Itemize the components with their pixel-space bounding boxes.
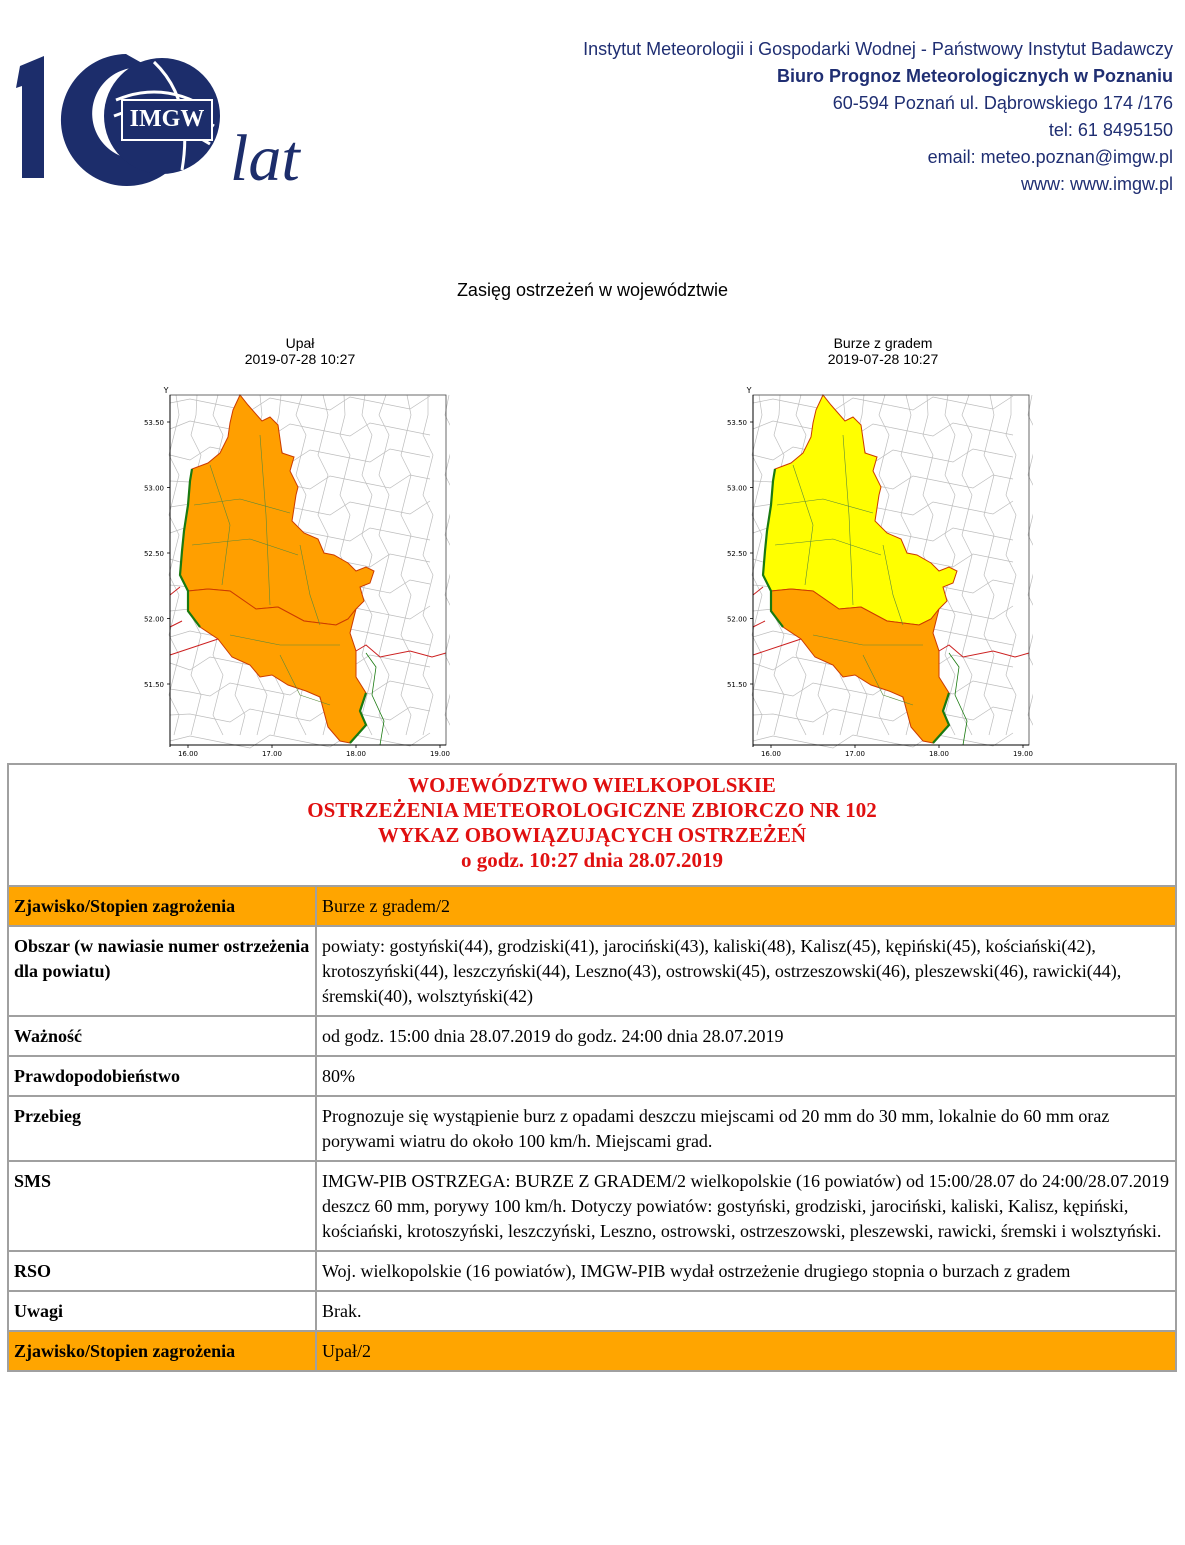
y-tick-label: 52.00 (726, 615, 747, 624)
heading-line: o godz. 10:27 dnia 28.07.2019 (461, 848, 723, 872)
map-plot (727, 386, 1033, 758)
x-tick-label: 18.00 (928, 750, 950, 758)
row-value: 80% (316, 1056, 1176, 1096)
heading-line: OSTRZEŻENIA METEOROLOGICZNE ZBIORCZO NR 102 (307, 798, 877, 822)
x-tick-label: 17.00 (261, 750, 283, 758)
y-tick-label: 53.00 (726, 484, 747, 493)
table-row (8, 1096, 1176, 1161)
website[interactable]: www: www.imgw.pl (1020, 174, 1173, 194)
y-tick-label: 53.50 (726, 419, 747, 427)
y-axis-label: Y (163, 386, 169, 395)
x-tick-label: 19.00 (1012, 750, 1033, 758)
heading-line: WOJEWÓDZTWO WIELKOPOLSKIE (408, 773, 776, 797)
table-row (8, 886, 1176, 926)
row-value: Prognozuje się wystąpienie burz z opadami deszczu miejscami od 20 mm do 30 mm, lokalnie do 60 mm oraz porywami wiatru do około 100 km/h. Miejscami grad. (316, 1096, 1176, 1161)
row-label: Zjawisko/Stopien zagrożenia (8, 1331, 316, 1371)
map-upal (90, 335, 510, 758)
y-tick-label: 51.50 (726, 681, 747, 689)
map-title: Burze z gradem (833, 335, 933, 351)
row-label: Uwagi (8, 1291, 316, 1331)
row-value: Upał/2 (316, 1331, 1176, 1371)
x-tick-label: 17.00 (844, 750, 866, 758)
map-datetime: 2019-07-28 10:27 (244, 351, 356, 367)
phone: tel: 61 8495150 (1048, 120, 1173, 140)
email[interactable]: email: meteo.poznan@imgw.pl (927, 147, 1173, 167)
row-label: Przebieg (8, 1096, 316, 1161)
svg-text:lat: lat (230, 122, 300, 190)
y-tick-label: 51.50 (143, 681, 164, 689)
row-label: SMS (8, 1161, 316, 1251)
x-tick-label: 16.00 (760, 750, 782, 758)
row-label: Zjawisko/Stopien zagrożenia (8, 886, 316, 926)
y-tick-label: 52.00 (143, 615, 164, 624)
heading-line: WYKAZ OBOWIĄZUJĄCYCH OSTRZEŻEŃ (377, 823, 807, 847)
table-row (8, 1331, 1176, 1371)
office-name: Biuro Prognoz Meteorologicznych w Poznaniu (776, 66, 1173, 86)
row-value: powiaty: gostyński(44), grodziski(41), jarociński(43), kaliski(48), Kalisz(45), kępiński(45), kościański(42), krotoszyński(44), leszczyński(44), Leszno(43), ostrowski(45), ostrzeszowski(46), pleszewski(46), rawicki(44), śremski(40), wolsztyński(42) (316, 926, 1176, 1016)
row-value: Burze z gradem/2 (316, 886, 1176, 926)
row-value: IMGW-PIB OSTRZEGA: BURZE Z GRADEM/2 wielkopolskie (16 powiatów) od 15:00/28.07 do 24:00/28.07.2019 deszcz 60 mm, porywy 100 km/h. Dotyczy powiatów: gostyński, grodziski, jarociński, kaliski, Kalisz, kępiński, kościański, krotoszyński, leszczyński, Leszno, ostrowski, ostrzeszowski, pleszewski, rawicki, śremski i wolsztyński. (316, 1161, 1176, 1251)
table-heading (8, 764, 1176, 886)
row-value: Brak. (316, 1291, 1176, 1331)
y-tick-label: 53.00 (143, 484, 164, 493)
row-label: Obszar (w nawiasie numer ostrzeżenia dla powiatu) (8, 926, 316, 1016)
table-row (8, 1016, 1176, 1056)
map-datetime: 2019-07-28 10:27 (827, 351, 939, 367)
imgw-100-lat-logo (14, 40, 344, 190)
x-tick-label: 16.00 (177, 750, 199, 758)
y-axis-label: Y (746, 386, 752, 395)
y-tick-label: 52.50 (726, 550, 747, 558)
y-tick-label: 53.50 (143, 419, 164, 427)
table-row (8, 1291, 1176, 1331)
svg-text:IMGW: IMGW (129, 106, 205, 132)
row-label: Prawdopodobieństwo (8, 1056, 316, 1096)
address: 60-594 Poznań ul. Dąbrowskiego 174 /176 (832, 93, 1173, 113)
table-row (8, 1161, 1176, 1251)
org-name: Instytut Meteorologii i Gospodarki Wodnej - Państwowy Instytut Badawczy (583, 39, 1173, 59)
logo-digit-one (16, 56, 44, 178)
table-row (8, 926, 1176, 1016)
map-title: Upał (285, 335, 315, 351)
y-tick-label: 52.50 (143, 550, 164, 558)
table-row (8, 1251, 1176, 1291)
organization-header (583, 36, 1173, 198)
map-canvas (90, 383, 450, 767)
warning-table (7, 763, 1177, 1372)
row-label: RSO (8, 1251, 316, 1291)
x-tick-label: 19.00 (429, 750, 450, 758)
map-burze (673, 335, 1093, 758)
table-row (8, 1056, 1176, 1096)
map-plot (144, 386, 450, 758)
row-value: Woj. wielkopolskie (16 powiatów), IMGW-PIB wydał ostrzeżenie drugiego stopnia o burzach z gradem (316, 1251, 1176, 1291)
row-label: Ważność (8, 1016, 316, 1056)
row-value: od godz. 15:00 dnia 28.07.2019 do godz. 24:00 dnia 28.07.2019 (316, 1016, 1176, 1056)
x-tick-label: 18.00 (345, 750, 367, 758)
section-title: Zasięg ostrzeżeń w województwie (456, 280, 729, 300)
map-canvas (673, 383, 1033, 767)
